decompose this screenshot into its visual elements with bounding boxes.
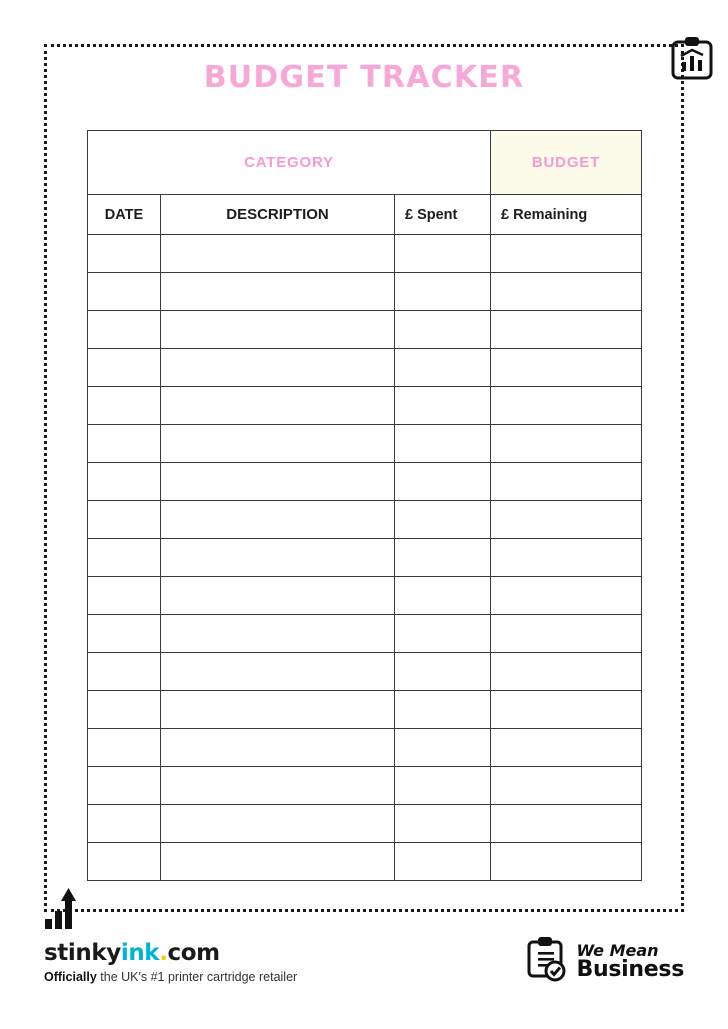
cell-date[interactable]: [88, 273, 161, 311]
partner-line2: Business: [576, 956, 684, 982]
cell-remaining[interactable]: [491, 767, 642, 805]
table-group-header-row: [88, 131, 642, 195]
brand-tagline-bold: Officially: [44, 970, 97, 984]
cell-date[interactable]: [88, 577, 161, 615]
cell-description[interactable]: [161, 653, 395, 691]
cell-remaining[interactable]: [491, 843, 642, 881]
cell-spent[interactable]: [395, 539, 491, 577]
category-group-header: CATEGORY: [88, 131, 491, 195]
brand-block: [44, 940, 297, 984]
cell-description[interactable]: [161, 729, 395, 767]
cell-remaining[interactable]: [491, 425, 642, 463]
cell-remaining[interactable]: [491, 387, 642, 425]
cell-remaining[interactable]: [491, 653, 642, 691]
cell-spent[interactable]: [395, 615, 491, 653]
cell-spent[interactable]: [395, 235, 491, 273]
cell-description[interactable]: [161, 463, 395, 501]
cell-spent[interactable]: [395, 653, 491, 691]
cell-description[interactable]: [161, 387, 395, 425]
cell-remaining[interactable]: [491, 235, 642, 273]
table-row: [88, 691, 642, 729]
table-row: [88, 653, 642, 691]
brand-tagline: [44, 970, 297, 984]
cell-date[interactable]: [88, 311, 161, 349]
table-row: [88, 577, 642, 615]
cell-spent[interactable]: [395, 387, 491, 425]
cell-remaining[interactable]: [491, 311, 642, 349]
cell-remaining[interactable]: [491, 577, 642, 615]
cell-spent[interactable]: [395, 349, 491, 387]
cell-description[interactable]: [161, 805, 395, 843]
cell-date[interactable]: [88, 349, 161, 387]
table-row: [88, 843, 642, 881]
cell-date[interactable]: [88, 729, 161, 767]
cell-description[interactable]: [161, 691, 395, 729]
cell-spent[interactable]: [395, 273, 491, 311]
cell-remaining[interactable]: [491, 691, 642, 729]
cell-date[interactable]: [88, 653, 161, 691]
cell-spent[interactable]: [395, 805, 491, 843]
table-row: [88, 501, 642, 539]
cell-remaining[interactable]: [491, 349, 642, 387]
table-row: [88, 235, 642, 273]
cell-date[interactable]: [88, 463, 161, 501]
cell-description[interactable]: [161, 577, 395, 615]
cell-spent[interactable]: [395, 843, 491, 881]
table-row: [88, 387, 642, 425]
we-mean-business-text: [576, 940, 684, 982]
cell-date[interactable]: [88, 387, 161, 425]
page-title: BUDGET TRACKER: [203, 60, 525, 95]
cell-date[interactable]: [88, 615, 161, 653]
partner-line1: We Mean: [576, 940, 659, 960]
cell-date[interactable]: [88, 539, 161, 577]
table-row: [88, 805, 642, 843]
cell-spent[interactable]: [395, 729, 491, 767]
brand-tagline-rest: the UK's #1 printer cartridge retailer: [96, 970, 298, 984]
table-row: [88, 273, 642, 311]
cell-description[interactable]: [161, 273, 395, 311]
table-row: [88, 463, 642, 501]
cell-description[interactable]: [161, 425, 395, 463]
cell-description[interactable]: [161, 767, 395, 805]
brand-name-part3: .: [159, 940, 168, 966]
cell-date[interactable]: [88, 805, 161, 843]
cell-description[interactable]: [161, 349, 395, 387]
clipboard-check-icon: [526, 936, 568, 987]
cell-date[interactable]: [88, 235, 161, 273]
cell-description[interactable]: [161, 235, 395, 273]
column-header-remaining: £ Remaining: [491, 195, 642, 235]
cell-date[interactable]: [88, 691, 161, 729]
table-row: [88, 539, 642, 577]
bar-chart-arrow-icon: [44, 887, 90, 929]
table-row: [88, 615, 642, 653]
cell-description[interactable]: [161, 843, 395, 881]
cell-remaining[interactable]: [491, 273, 642, 311]
cell-remaining[interactable]: [491, 501, 642, 539]
budget-group-header: BUDGET: [491, 131, 642, 195]
cell-date[interactable]: [88, 425, 161, 463]
cell-spent[interactable]: [395, 311, 491, 349]
cell-description[interactable]: [161, 311, 395, 349]
cell-spent[interactable]: [395, 463, 491, 501]
column-header-description: DESCRIPTION: [161, 195, 395, 235]
table-row: [88, 349, 642, 387]
brand-name-part1: stinky: [44, 940, 121, 966]
cell-date[interactable]: [88, 501, 161, 539]
cell-description[interactable]: [161, 615, 395, 653]
brand-name-part2: ink: [120, 940, 160, 966]
cell-date[interactable]: [88, 843, 161, 881]
cell-spent[interactable]: [395, 577, 491, 615]
table-row: [88, 425, 642, 463]
table-column-header-row: [88, 195, 642, 235]
budget-table: [87, 130, 642, 881]
brand-name-part4: com: [167, 940, 220, 966]
cell-remaining[interactable]: [491, 463, 642, 501]
cell-description[interactable]: [161, 501, 395, 539]
column-header-date: DATE: [88, 195, 161, 235]
column-header-spent: £ Spent: [395, 195, 491, 235]
we-mean-business-logo: [526, 936, 684, 987]
cell-spent[interactable]: [395, 501, 491, 539]
cell-remaining[interactable]: [491, 729, 642, 767]
cell-remaining[interactable]: [491, 539, 642, 577]
cell-date[interactable]: [88, 767, 161, 805]
brand-name: [44, 940, 297, 966]
table-row: [88, 767, 642, 805]
cell-remaining[interactable]: [491, 615, 642, 653]
table-row: [88, 729, 642, 767]
cell-spent[interactable]: [395, 425, 491, 463]
cell-spent[interactable]: [395, 691, 491, 729]
cell-spent[interactable]: [395, 767, 491, 805]
cell-description[interactable]: [161, 539, 395, 577]
cell-remaining[interactable]: [491, 805, 642, 843]
table-row: [88, 311, 642, 349]
